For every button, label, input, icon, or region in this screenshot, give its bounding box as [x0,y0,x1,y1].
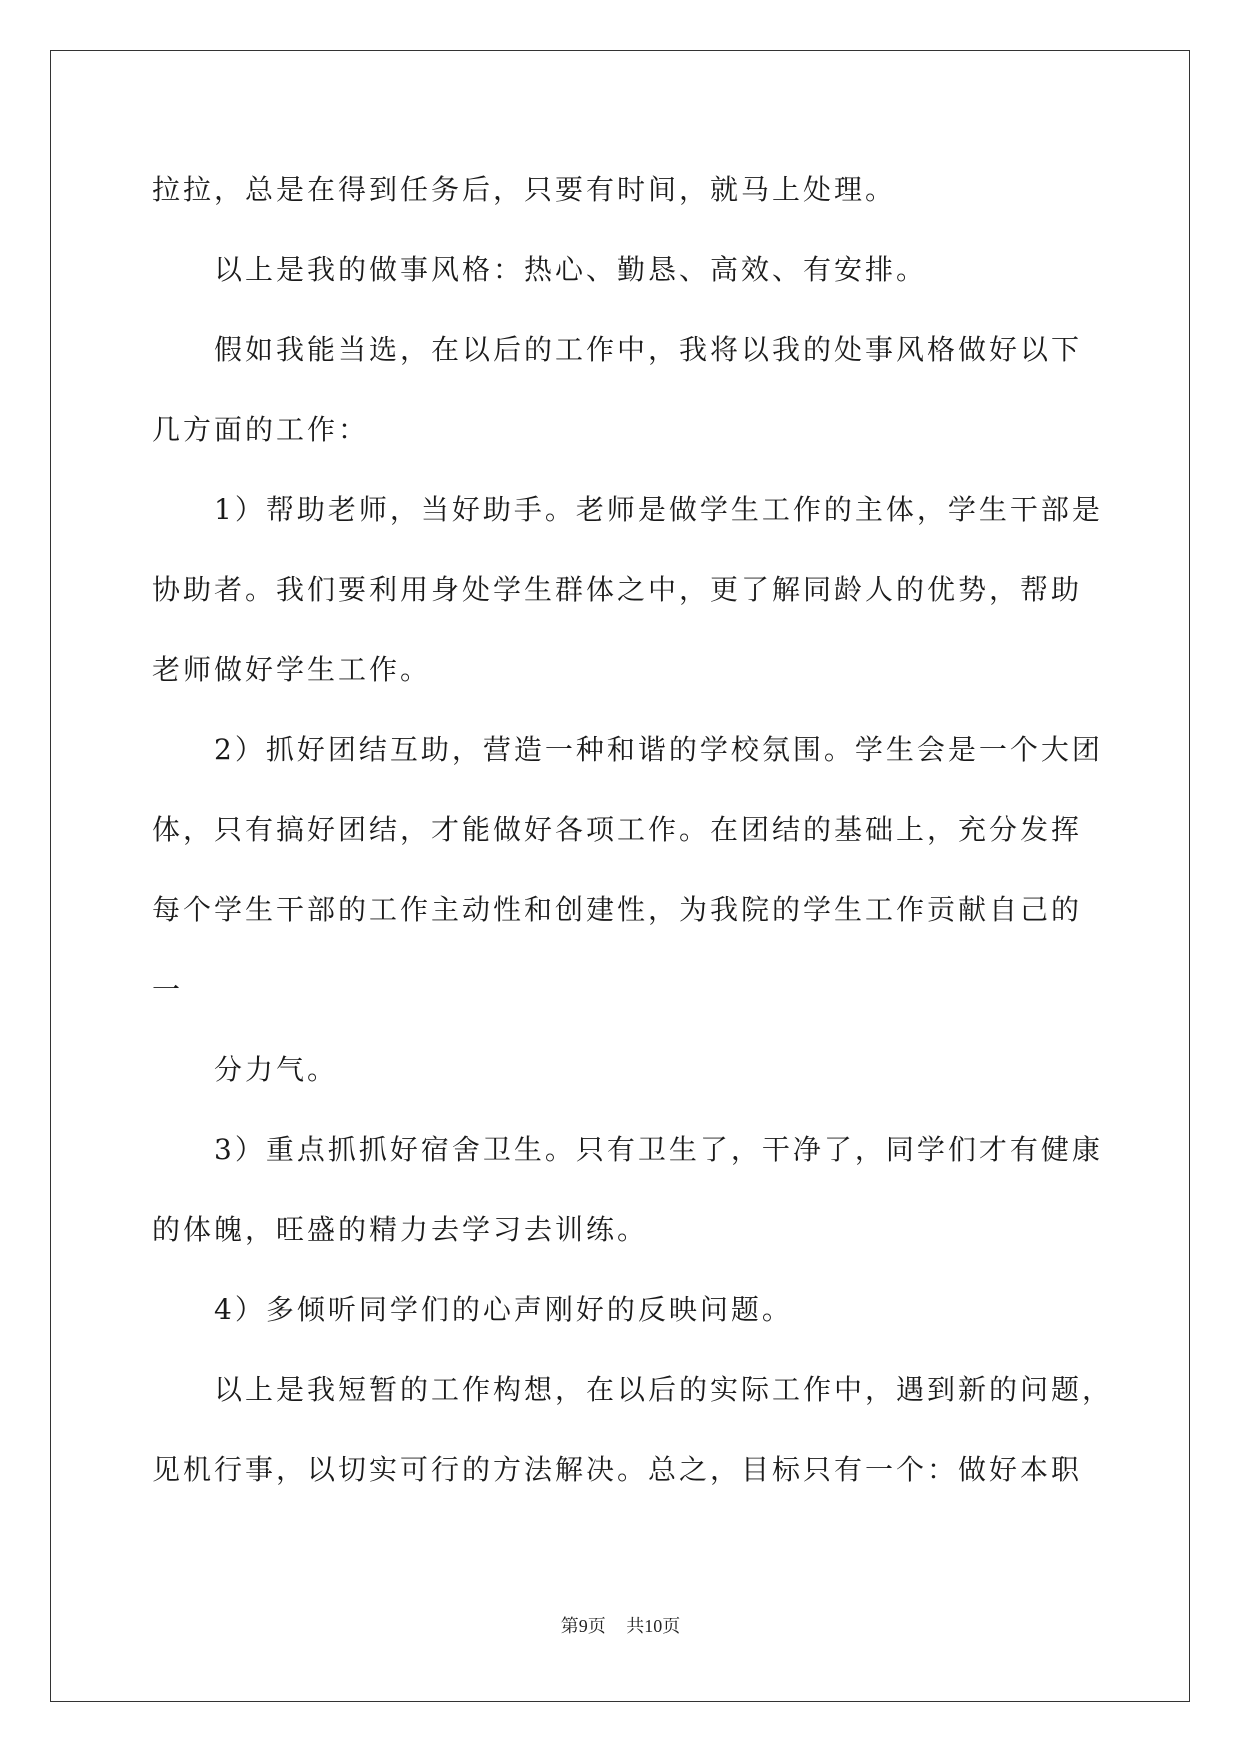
body-line-10: 每个学生干部的工作主动性和创建性，为我院的学生工作贡献自己的 [152,893,1083,926]
document-body [152,150,1114,1510]
body-line-6: 协助者。我们要利用身处学生群体之中，更了解同龄人的优势，帮助 [152,573,1083,606]
body-line-17: 见机行事，以切实可行的方法解决。总之，目标只有一个：做好本职 [152,1453,1083,1486]
body-line-2: 以上是我的做事风格：热心、勤恳、高效、有安排。 [214,253,928,286]
body-line-8: 2）抓好团结互助，营造一种和谐的学校氛围。学生会是一个大团 [214,733,1103,766]
body-line-7: 老师做好学生工作。 [152,653,432,686]
body-line-11: 一 [152,973,184,1006]
page-footer [0,1612,1241,1638]
body-line-1: 拉拉，总是在得到任务后，只要有时间，就马上处理。 [152,173,897,206]
body-line-12: 分力气。 [214,1053,339,1086]
page-number-total: 共10页 [626,1616,681,1636]
page-number-current: 第9页 [560,1616,606,1636]
body-line-16: 以上是我短暂的工作构想，在以后的实际工作中，遇到新的问题， [214,1373,1114,1406]
body-line-3: 假如我能当选，在以后的工作中，我将以我的处事风格做好以下 [214,333,1083,366]
body-line-5: 1）帮助老师，当好助手。老师是做学生工作的主体，学生干部是 [214,493,1103,526]
body-line-14: 的体魄，旺盛的精力去学习去训练。 [152,1213,649,1246]
body-line-4: 几方面的工作： [152,413,370,446]
body-line-13: 3）重点抓抓好宿舍卫生。只有卫生了，干净了，同学们才有健康 [214,1133,1103,1166]
body-line-9: 体，只有搞好团结，才能做好各项工作。在团结的基础上，充分发挥 [152,813,1083,846]
body-line-15: 4）多倾听同学们的心声刚好的反映问题。 [214,1293,793,1326]
